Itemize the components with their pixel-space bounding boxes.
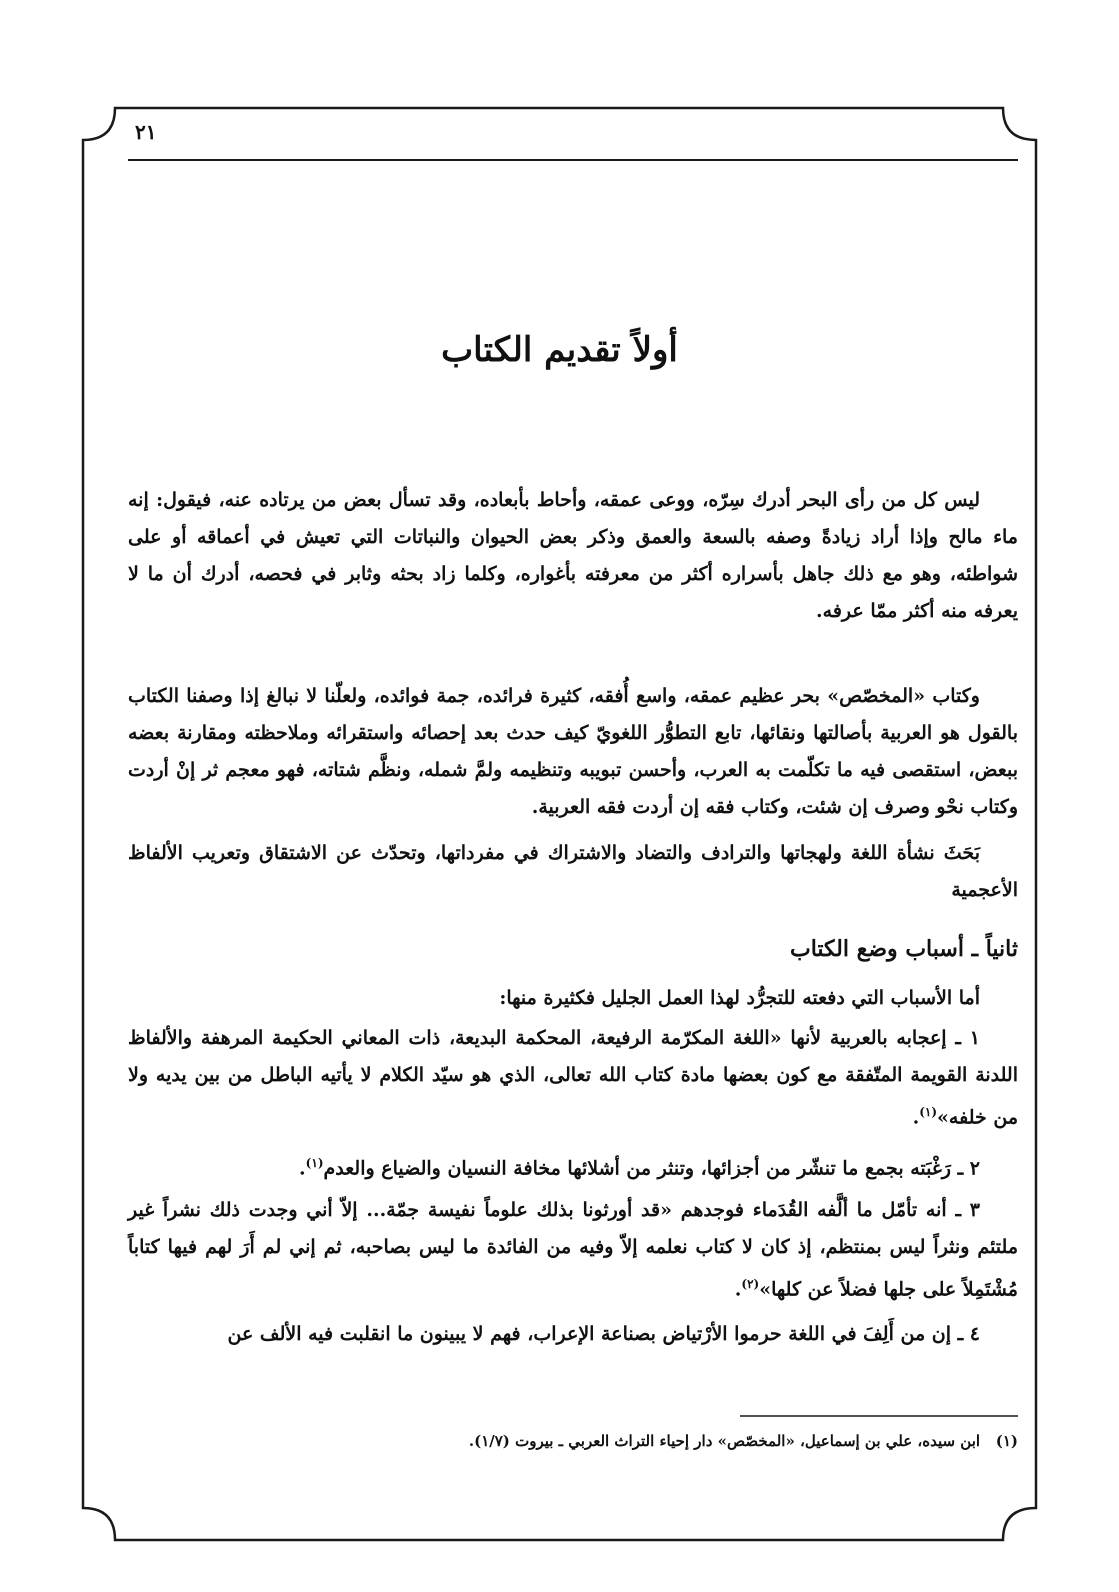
page-number: ٢١ xyxy=(135,120,157,144)
list-item-4: ٤ ـ إن من أَلِفَ في اللغة حرموا الأرْتياض بصناعة الإعراب، فهم لا يبينون ما انقلبت فيه الألف عن xyxy=(227,1323,980,1345)
footnote-ref: (٢) xyxy=(741,1277,760,1291)
list-item-2 xyxy=(128,1145,1018,1187)
section-2-intro: أما الأسباب التي دفعته للتجرُّد لهذا العمل الجليل فكثيرة منها: xyxy=(499,987,980,1009)
footnote xyxy=(128,1432,1018,1450)
list-item-3-end: . xyxy=(734,1278,742,1301)
section-heading-2: ثانياً ـ أسباب وضع الكتاب xyxy=(789,936,1018,962)
paragraph-3: بَحَثَ نشأة اللغة ولهجاتها والترادف والتضاد والاشتراك في مفرداتها، وتحدّث عن الاشتقاق وتعريب الألفاظ الأعجمية xyxy=(128,842,1018,901)
paragraph-2: وكتاب «المخصّص» بحر عظيم عمقه، واسع أُفقه، كثيرة فرائده، جمة فوائده، ولعلّنا لا نبالغ إذا وصفنا الكتاب بالقول هو العربية بأصالتها ونقائها، تابع التطوُّر اللغويّ كيف حدث بعد إحصائه واستقرائه وملاحظته ومقارنة بعضه ببعض، استقصى فيه ما تكلّمت به العرب، وأحسن تبويبه وتنظيمه ولمَّ شمله، ونظَّم شتاته، فهو معجم ثر إنْ أردت وكتاب نحْو وصرف إن شئت، وكتاب فقه إن أردت فقه العربية. xyxy=(128,685,1018,818)
chapter-title: أولاً تقديم الكتاب xyxy=(441,330,678,370)
list-item-1 xyxy=(128,1020,1018,1136)
footnote-ref: (١) xyxy=(305,1156,324,1170)
list-item-1-text: ١ ـ إعجابه بالعربية لأنها «اللغة المكرّمة الرفيعة، المحكمة البديعة، ذات المعاني الحكيمة المرهفة والألفاظ اللدنة القويمة المتّفقة مع كون بعضها مادة كتاب الله تعالى، الذي هو سيّد الكلام لا يأتيه الباطل من بين يديه ولا من خلفه» xyxy=(128,1027,1018,1129)
list-item-3 xyxy=(128,1192,1018,1308)
footnote-text: ابن سيده، علي بن إسماعيل، «المخصّص» دار إحياء التراث العربي ـ بيروت (١/٧). xyxy=(468,1432,981,1450)
footnote-marker: (١) xyxy=(995,1432,1018,1450)
paragraph-1: ليس كل من رأى البحر أدرك سِرّه، ووعى عمقه، وأحاط بأبعاده، وقد تسأل بعض من يرتاده عنه، فيقول: إنه ماء مالح وإذا أراد زيادةً وصفه بالسعة والعمق وذكر بعض الحيوان والنباتات التي تعيش في أعماقه أو على شواطئه، وهو مع ذلك جاهل بأسراره أكثر من معرفته بأغواره، وكلما زاد بحثه وثابر في فحصه، أدرك أن ما لا يعرفه منه أكثر ممّا عرفه. xyxy=(128,489,1018,622)
list-item-2-end: . xyxy=(299,1157,306,1180)
list-item-1-end: . xyxy=(912,1106,920,1129)
footnote-ref: (١) xyxy=(919,1105,938,1119)
list-item-3-text: ٣ ـ أنه تأمّل ما ألَّفه القُدَماء فوجدهم «قد أورثونا بذلك علوماً نفيسة جمّة... إلاّ أني وجدت ذلك نشراً غير ملتئم ونثراً ليس بمنتظم، إذ كان لا كتاب نعلمه إلاّ وفيه من الفائدة ما ليس بصاحبه، ثم إني لم أَرَ لهم فيها كتاباً مُشْتَمِلاً على جلها فضلاً عن كلها» xyxy=(128,1199,1018,1301)
list-item-2-text: ٢ ـ رَغْبَته بجمع ما تنشّر من أجزائها، وتنثر من أشلائها مخافة النسيان والضياع والعدم xyxy=(323,1157,980,1180)
